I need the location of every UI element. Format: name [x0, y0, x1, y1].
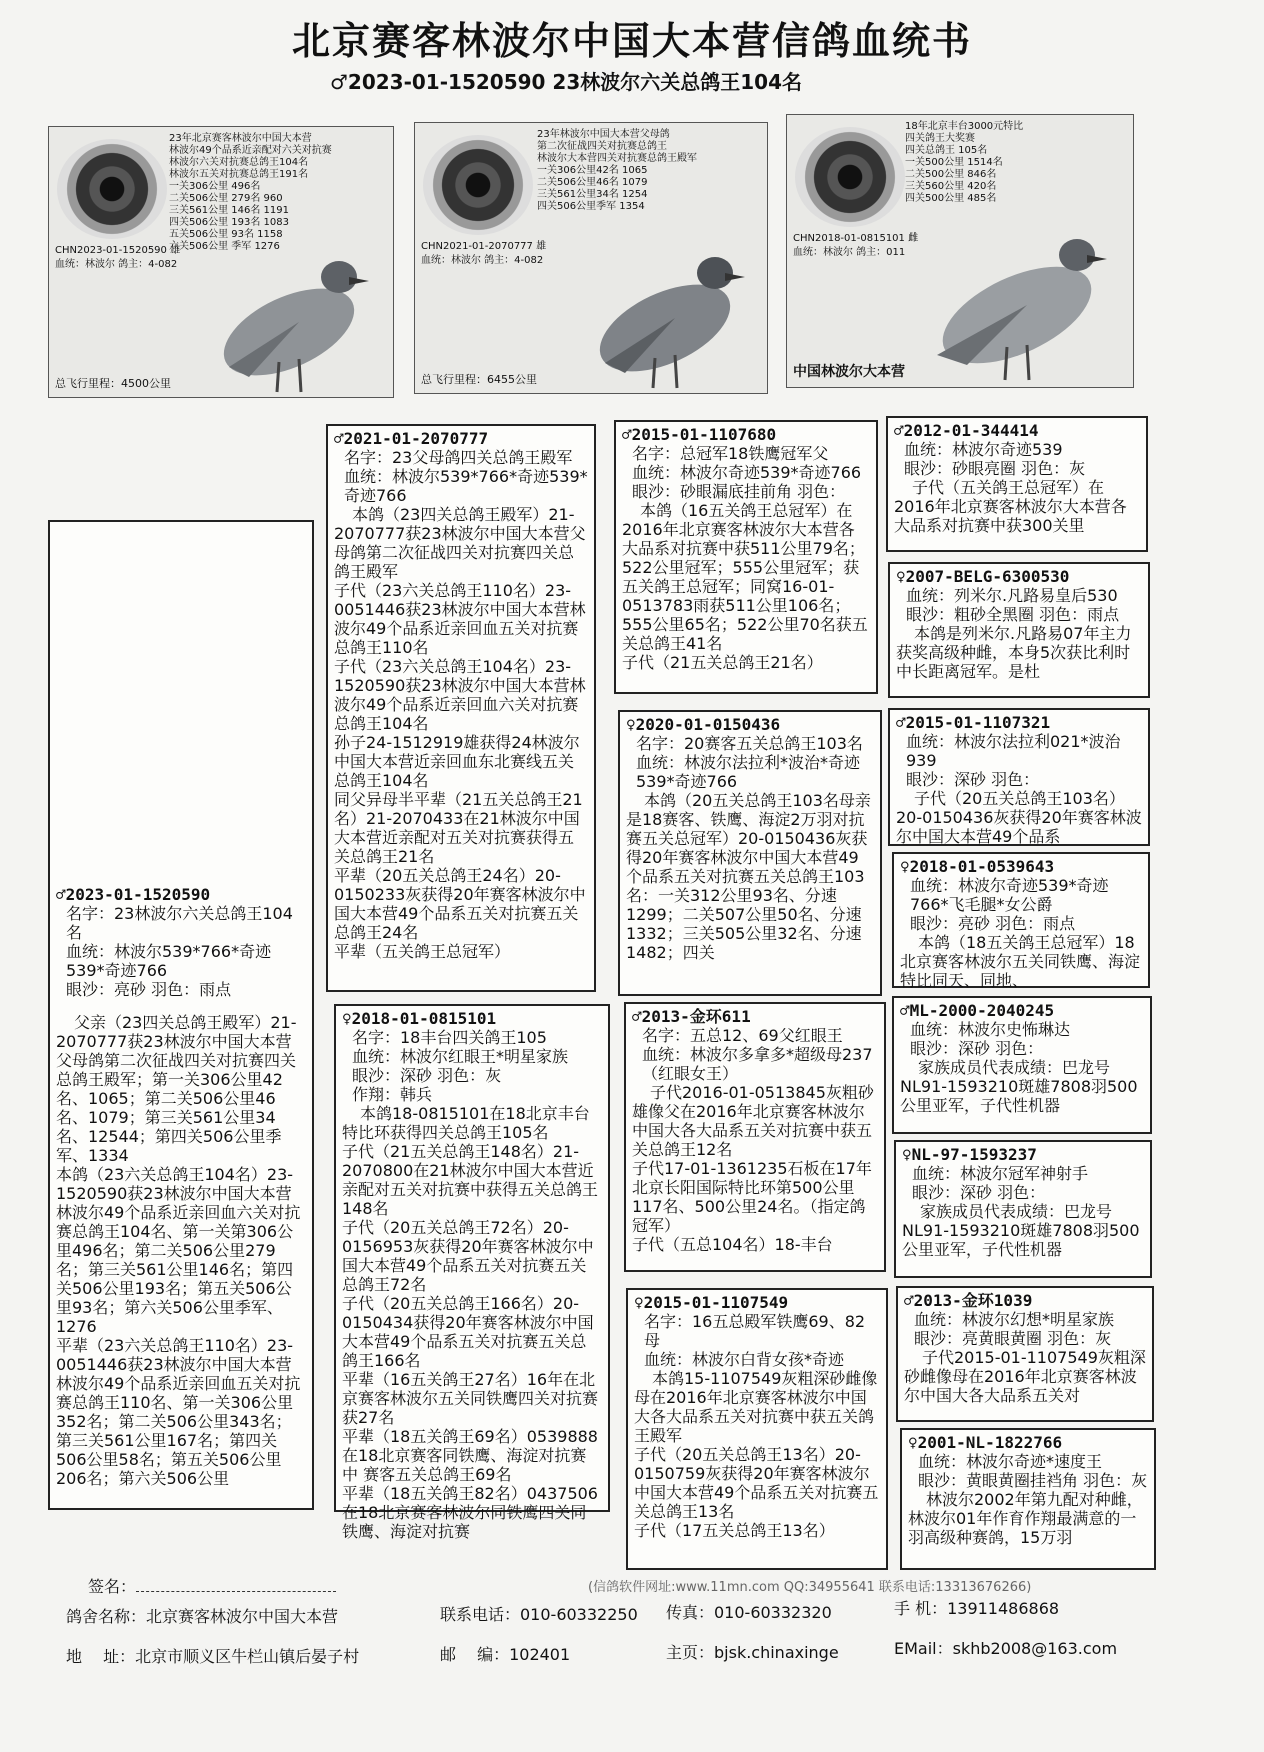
pedigree-ggm-2 — [892, 852, 1150, 988]
bird-eye-color: 眼沙：深砂 羽色： — [910, 1039, 1044, 1058]
pedigree-maternal-grandmother — [626, 1288, 888, 1570]
bird-bloodline: 血统：林波尔红眼王*明星家族 — [352, 1047, 569, 1066]
pigeon-image — [907, 225, 1127, 385]
photo-detail: 血统：林波尔 鸽主：4-082 — [421, 255, 544, 266]
bird-name: 名字：23父母鸽四关总鸽王殿军 — [344, 448, 573, 467]
bird-description: 本鸽18-0815101在18北京丰台特比环获得四关总鸽王105名 子代（21五关总鸽王148名）21-2070800在21林波尔中国大本营近亲配对五关对抗赛中获得五关总鸽王148名 子代（20五关总鸽王72名）20-0156953灰获得20年赛客林波尔中国大本营49个品系五关对抗赛五关总鸽王72名 子代（20五关总鸽王166名）20-0150434获得20年赛客林波尔中国大本营49个品系五关对抗赛五关总鸽王166名 平辈（16五关鸽王27名）16年在北京赛客林波尔五关同铁鹰四关对抗赛获27名 平辈（18五关鸽王69名）0539888在18北京赛客同铁鹰、海淀对抗赛中 赛客五关总鸽王69名 平辈（18五关鸽王82名）0437506在18北京赛客林波尔同铁鹰四关同铁鹰、海淀对抗赛 — [342, 1104, 599, 1541]
ring-number: ♂2015-01-1107321 — [896, 713, 1051, 732]
pedigree-ggm-4 — [900, 1428, 1156, 1570]
bird-name: 名字：23林波尔六关总鸽王104名 — [66, 904, 293, 942]
bird-bloodline: 血统：林波尔奇迹539 — [904, 440, 1063, 459]
eye-image — [57, 139, 167, 239]
page-subtitle: ♂2023-01-1520590 23林波尔六关总鸽王104名 — [330, 70, 802, 94]
bird-bloodline: 血统：林波尔法拉利021*波治939 — [906, 732, 1121, 770]
signature-label: 签名： — [88, 1577, 137, 1596]
photo-ring: CHN2018-01-0815101 雌 — [793, 233, 919, 244]
ring-number: ♂2023-01-1520590 — [56, 885, 211, 904]
photo-text: 23年北京赛客林波尔中国大本营 林波尔49个品系近亲配对六关对抗赛 林波尔六关对抗赛总鸽王104名 林波尔五关对抗赛总鸽王191名 一关306公里 496名 二关506公里 279名 960 三关561公里 146名 1191 四关506公里 193名 1083 五关506公里 93名 1158 六关506公里 季军 1276 — [169, 133, 332, 252]
email: EMail：skhb2008@163.com — [894, 1639, 1118, 1658]
ring-number: ♂2013-金环611 — [632, 1007, 751, 1026]
ring-number: ♀2007-BELG-6300530 — [896, 567, 1070, 586]
pedigree-maternal-grandfather — [624, 1002, 886, 1272]
pedigree-ggm-3 — [894, 1140, 1152, 1278]
ring-number: ♀2020-01-0150436 — [626, 715, 781, 734]
bird-eye-color: 眼沙：粗砂全黑圈 羽色：雨点 — [906, 605, 1120, 624]
bird-bloodline: 血统：林波尔奇迹539*奇迹766 — [632, 463, 862, 482]
bird-description: 父亲（23四关总鸽王殿军）21-2070777获23林波尔中国大本营父母鸽第二次征战四关对抗赛四关总鸽王殿军；第一关306公里42名、1065；第二关506公里46名、1079；第三关561公里34名、12544；第四关506公里季军、1334 本鸽（23六关总鸽王104名）23-1520590获23林波尔中国大本营林波尔49个品系近亲回血六关对抗赛总鸽王104名、第一关第306公里496名；第二关506公里279名；第三关561公里146名；第四关506公里193名；第五关506公里93名；第六关506公里季军、1276 平辈（23六关总鸽王110名）23-0051446获23林波尔中国大本营林波尔49个品系近亲回血五关对抗赛总鸽王110名、第一关306公里352名；第二关506公里343名；第三关561公里167名；第四关506公里58名；第五关506公里206名；第六关506公里 — [56, 1013, 301, 1488]
pedigree-paternal-grandfather — [614, 420, 878, 694]
bird-description: 子代（20五关总鸽王103名）20-0150436灰获得20年赛客林波尔中国大本营49个品系 — [896, 789, 1142, 846]
bird-description: 本鸽（18五关鸽王总冠军）18北京赛客林波尔五关同铁鹰、海淀特比同天、同地、 — [900, 933, 1141, 990]
ring-number: ♂2013-金环1039 — [904, 1291, 1033, 1310]
bird-description: 本鸽15-1107549灰粗深砂雌像母在2016年北京赛客林波尔中国大各大品系五关对抗赛中获五关鸽王殿军 子代（20五关总鸽王13名）20-0150759灰获得20年赛客林波尔中国大本营49个品系五关对抗赛五关总鸽王13名 子代（17五关总鸽王13名） — [634, 1369, 879, 1540]
bird-description: 本鸽（20五关总鸽王103名母亲是18赛客、铁鹰、海淀2万羽对抗赛五关总冠军）20-0150436灰获得20年赛客林波尔中国大本营49个品系五关对抗赛五关总鸽王103名：一关312公里93名、分速1299；二关507公里50名、分速1332；三关505公里32名、分速1482；四关 — [626, 791, 871, 962]
bird-eye-color: 眼沙：黄眼黄圈挂裆角 羽色：灰 — [918, 1471, 1148, 1490]
bird-name: 名字：20赛客五关总鸽王103名 — [636, 734, 863, 753]
loft-name: 鸽舍名称：北京赛客林波尔中国大本营 — [66, 1607, 339, 1626]
pedigree-ggf-3 — [892, 996, 1152, 1134]
pigeon-image — [565, 233, 765, 393]
phone: 联系电话：010-60332250 — [440, 1605, 638, 1624]
pedigree-paternal-grandmother — [618, 710, 882, 996]
bird-description: 林波尔2002年第九配对种雌，林波尔01年作育作翔最满意的一羽高级种赛鸽，15万羽 — [908, 1490, 1143, 1547]
photo-father — [414, 122, 768, 394]
ring-number: ♀NL-97-1593237 — [902, 1145, 1037, 1164]
bird-name: 名字：16五总殿军铁鹰69、82母 — [644, 1312, 866, 1350]
photo-text: 23年林波尔中国大本营父母鸽 第二次征战四关对抗赛总鸽王 林波尔大本营四关对抗赛总鸽王殿军 一关306公里42名 1065 二关506公里46名 1079 三关561公里34名 1254 四关506公里季军 1354 — [537, 129, 697, 212]
ring-number: ♀2015-01-1107549 — [634, 1293, 789, 1312]
bird-description: 本鸽是列米尔.凡路易07年主力获奖高级种雌，本身5次获比利时中长距离冠军。是杜 — [896, 624, 1132, 681]
photo-footer: 总飞行里程：4500公里 — [55, 377, 171, 390]
bird-name: 名字：五总12、69父红眼王 — [642, 1026, 843, 1045]
bird-eye-color: 眼沙：深砂 羽色： — [912, 1183, 1046, 1202]
pedigree-father — [326, 424, 596, 992]
bird-description: 家族成员代表成绩：巴龙号NL91-1593210斑雄7808羽500公里亚军，子代性机器 — [902, 1202, 1140, 1259]
signature-area — [88, 1574, 336, 1597]
bird-flying: 作翔：韩兵 — [352, 1085, 433, 1104]
ring-number: ♂2015-01-1107680 — [622, 425, 777, 444]
ring-number: ♀2018-01-0539643 — [900, 857, 1055, 876]
bird-description: 家族成员代表成绩：巴龙号NL91-1593210斑雄7808羽500公里亚军，子代性机器 — [900, 1058, 1138, 1115]
homepage: 主页：bjsk.chinaxinge — [666, 1643, 839, 1662]
ring-number: ♂2012-01-344414 — [894, 421, 1039, 440]
bird-bloodline: 血统：林波尔奇迹539*奇迹766*飞毛腿*女公爵 — [910, 876, 1109, 914]
pedigree-ggm-1 — [888, 562, 1150, 698]
bird-eye-color: 眼沙：深砂 羽色： — [906, 770, 1040, 789]
pigeon-image — [189, 237, 389, 397]
bird-bloodline: 血统：林波尔法拉利*波治*奇迹539*奇迹766 — [636, 753, 861, 791]
eye-image — [423, 135, 533, 235]
fax: 传真：010-60332320 — [666, 1603, 832, 1622]
bird-bloodline: 血统：林波尔奇迹*速度王 — [918, 1452, 1103, 1471]
bird-eye-color: 眼沙：亮砂 羽色：雨点 — [66, 980, 232, 999]
website-note: (信鸽软件网址:www.11mn.com QQ:34955641 联系电话:13313676266) — [588, 1580, 1032, 1595]
pedigree-ggf-4 — [896, 1286, 1154, 1422]
bird-name: 名字：18丰台四关鸽王105 — [352, 1028, 547, 1047]
bird-eye-color: 眼沙：亮砂 羽色：雨点 — [910, 914, 1076, 933]
photo-mother — [786, 114, 1134, 388]
bird-bloodline: 血统：林波尔539*766*奇迹539*奇迹766 — [344, 467, 588, 505]
postcode: 邮 编：102401 — [440, 1645, 571, 1664]
bird-eye-color: 眼沙：深砂 羽色：灰 — [352, 1066, 502, 1085]
bird-eye-color: 眼沙：亮黄眼黄圈 羽色：灰 — [914, 1329, 1112, 1348]
photo-detail: 血统：林波尔 鸽主：4-082 — [55, 259, 178, 270]
pedigree-ggf-2 — [888, 708, 1150, 846]
bird-bloodline: 血统：林波尔多拿多*超级母237（红眼女王） — [642, 1045, 873, 1083]
bird-bloodline: 血统：林波尔幻想*明星家族 — [914, 1310, 1115, 1329]
address: 地 址：北京市顺义区牛栏山镇后晏子村 — [66, 1647, 360, 1666]
mobile: 手 机：13911486868 — [894, 1599, 1060, 1618]
ring-number: ♀2018-01-0815101 — [342, 1009, 497, 1028]
pedigree-main-bird — [48, 520, 314, 1510]
photo-ring: CHN2023-01-1520590 雄 — [55, 245, 181, 256]
ring-number: ♀2001-NL-1822766 — [908, 1433, 1063, 1452]
page-title: 北京赛客林波尔中国大本营信鸽血统书 — [291, 19, 972, 63]
bird-bloodline: 血统：林波尔539*766*奇迹539*奇迹766 — [66, 942, 272, 980]
bird-description: 本鸽（23四关总鸽王殿军）21-2070777获23林波尔中国大本营父母鸽第二次征战四关对抗赛四关总鸽王殿军 子代（23六关总鸽王110名）23-0051446获23林波尔中国大本营林波尔49个品系近亲回血五关对抗赛总鸽王110名 子代（23六关总鸽王104名）23-1520590获23林波尔中国大本营林波尔49个品系近亲回血六关对抗赛总鸽王104名 孙子24-1512919雄获得24林波尔中国大本营近亲回血东北赛线五关总鸽王104名 同父异母半平辈（21五关总鸽王21名）21-2070433在21林波尔中国大本营近亲配对五关对抗赛获得五关总鸽王21名 平辈（20五关总鸽王24名）20-0150233灰获得20年赛客林波尔中国大本营49个品系五关对抗赛五关总鸽王24名 平辈（五关鸽王总冠军） — [334, 505, 586, 961]
bird-description: 子代2016-01-0513845灰粗砂雄像父在2016年北京赛客林波尔中国大各大品系五关对抗赛中获五关总鸽王12名 子代17-01-1361235石板在17年北京长阳国际特比环第500公里117名、500公里24名。（指定鸽冠军） 子代（五总104名）18-丰台 — [632, 1083, 874, 1254]
bird-bloodline: 血统：列米尔.凡路易皇后530 — [906, 586, 1118, 605]
eye-image — [795, 127, 905, 227]
ring-number: ♂2021-01-2070777 — [334, 429, 489, 448]
bird-bloodline: 血统：林波尔史怖琳达 — [910, 1020, 1071, 1039]
ring-number: ♂ML-2000-2040245 — [900, 1001, 1055, 1020]
photo-text: 18年北京丰台3000元特比 四关鸽王大奖赛 四关总鸽王 105名 一关500公里 1514名 二关500公里 846名 三关560公里 420名 四关500公里 485名 — [905, 121, 1024, 204]
bird-description: 本鸽（16五关鸽王总冠军）在2016年北京赛客林波尔大本营各大品系对抗赛中获511公里79名；522公里冠军；555公里冠军；获五关鸽王总冠军；同窝16-01-0513783雨获511公里106名；555公里65名；522公里70名获五关总鸽王41名 子代（21五关总鸽王21名） — [622, 501, 868, 672]
photo-ring: CHN2021-01-2070777 雄 — [421, 241, 547, 252]
bird-description: 子代（五关鸽王总冠军）在2016年北京赛客林波尔大本营各大品系对抗赛中获300关里 — [894, 478, 1127, 535]
photo-main-bird — [48, 126, 394, 398]
bird-bloodline: 血统：林波尔白背女孩*奇迹 — [644, 1350, 845, 1369]
bird-eye-color: 眼沙：砂眼漏底挂前角 羽色： — [632, 482, 846, 501]
photo-footer: 总飞行里程：6455公里 — [421, 373, 537, 386]
bird-eye-color: 眼沙：砂眼亮圈 羽色：灰 — [904, 459, 1086, 478]
pedigree-mother — [334, 1004, 610, 1541]
signature-line — [136, 1577, 336, 1592]
photo-footer: 中国林波尔大本营 — [793, 364, 905, 380]
photo-detail: 血统：林波尔 鸽主：011 — [793, 247, 906, 258]
bird-bloodline: 血统：林波尔冠军神射手 — [912, 1164, 1089, 1183]
pedigree-ggf-1 — [886, 416, 1148, 552]
bird-description: 子代2015-01-1107549灰粗深砂雌像母在2016年北京赛客林波尔中国大各大品系五关对 — [904, 1348, 1146, 1405]
bird-name: 名字：总冠军18铁鹰冠军父 — [632, 444, 829, 463]
